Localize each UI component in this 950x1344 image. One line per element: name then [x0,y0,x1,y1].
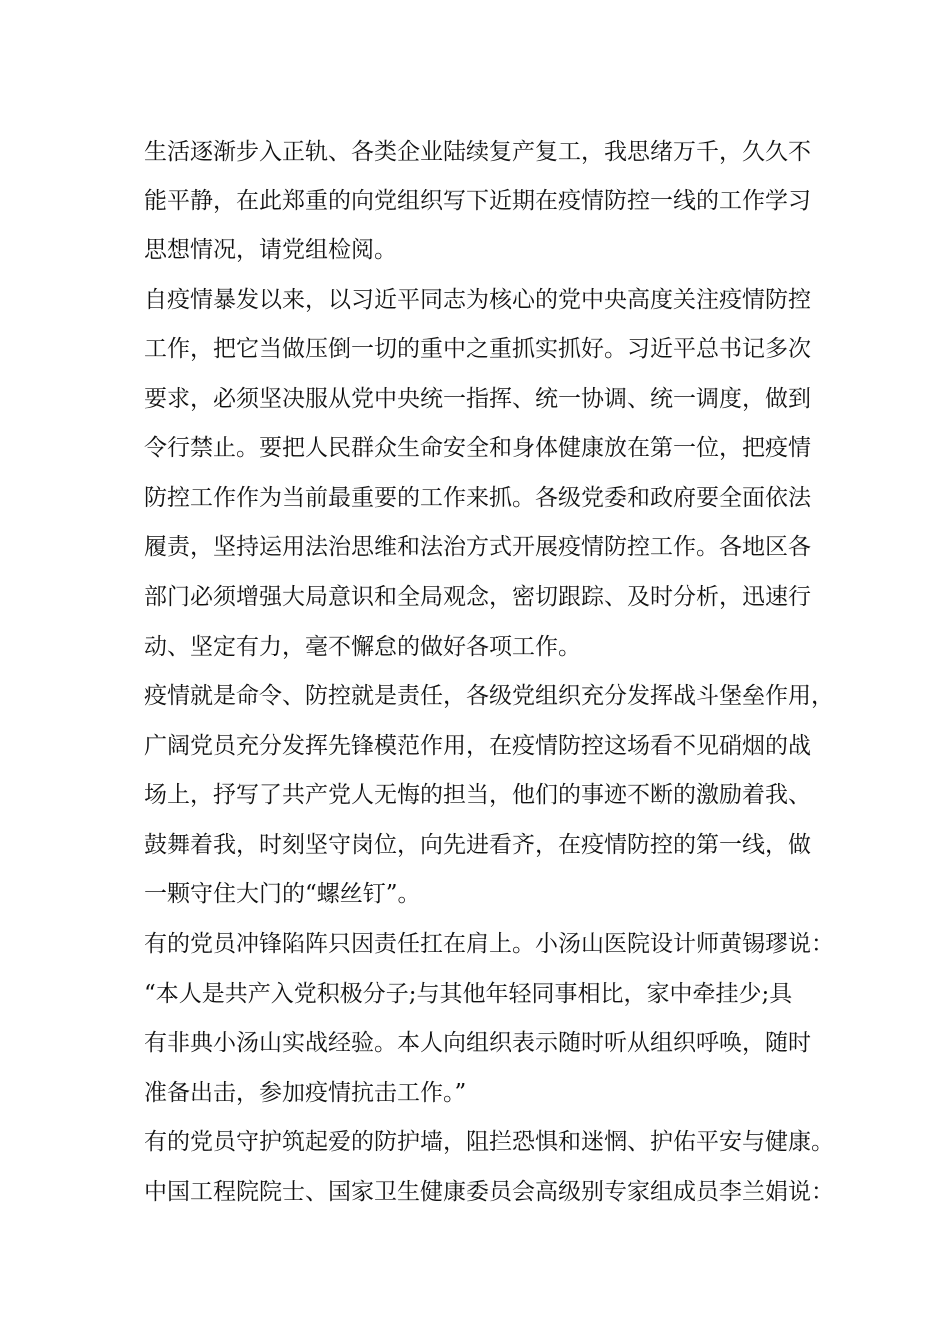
text-line: 有的党员冲锋陷阵只因责任扛在肩上。小汤山医院设计师黄锡璆说： [144,931,834,957]
text-line: 广阔党员充分发挥先锋模范作用，在疫情防控这场看不见硝烟的战 [144,733,811,759]
text-line: 有非典小汤山实战经验。本人向组织表示随时听从组织呼唤，随时 [144,1030,811,1056]
text-line: 工作，把它当做压倒一切的重中之重抓实抓好。习近平总书记多次 [144,336,811,362]
text-line: 动、坚定有力，毫不懈怠的做好各项工作。 [144,634,581,660]
text-line: 疫情就是命令、防控就是责任，各级党组织充分发挥战斗堡垒作用， [144,683,834,709]
text-line: 自疫情暴发以来，以习近平同志为核心的党中央高度关注疫情防控 [144,287,811,313]
text-line: 要求，必须坚决服从党中央统一指挥、统一协调、统一调度，做到 [144,386,811,412]
text-line: “本人是共产入党积极分子;与其他年轻同事相比，家中牵挂少;具 [144,981,793,1007]
text-line: 一颗守住大门的“螺丝钉”。 [144,881,421,907]
text-line: 防控工作作为当前最重要的工作来抓。各级党委和政府要全面依法 [144,485,811,511]
text-line: 鼓舞着我，时刻坚守岗位，向先进看齐，在疫情防控的第一线，做 [144,832,811,858]
text-line: 能平静，在此郑重的向党组织写下近期在疫情防控一线的工作学习 [144,188,811,214]
text-line: 履责，坚持运用法治思维和法治方式开展疫情防控工作。各地区各 [144,534,811,560]
text-line: 有的党员守护筑起爱的防护墙，阻拦恐惧和迷惘、护佑平安与健康。 [144,1129,834,1155]
text-line: 准备出击，参加疫情抗击工作。” [144,1080,467,1106]
text-line: 思想情况，请党组检阅。 [144,237,397,263]
text-line: 生活逐渐步入正轨、各类企业陆续复产复工，我思绪万千，久久不 [144,139,811,165]
text-line: 场上，抒写了共产党人无悔的担当，他们的事迹不断的激励着我、 [144,782,811,808]
text-line: 部门必须增强大局意识和全局观念，密切跟踪、及时分析，迅速行 [144,584,811,610]
text-line: 中国工程院院士、国家卫生健康委员会高级别专家组成员李兰娟说： [144,1179,834,1205]
text-line: 令行禁止。要把人民群众生命安全和身体健康放在第一位，把疫情 [144,435,811,461]
